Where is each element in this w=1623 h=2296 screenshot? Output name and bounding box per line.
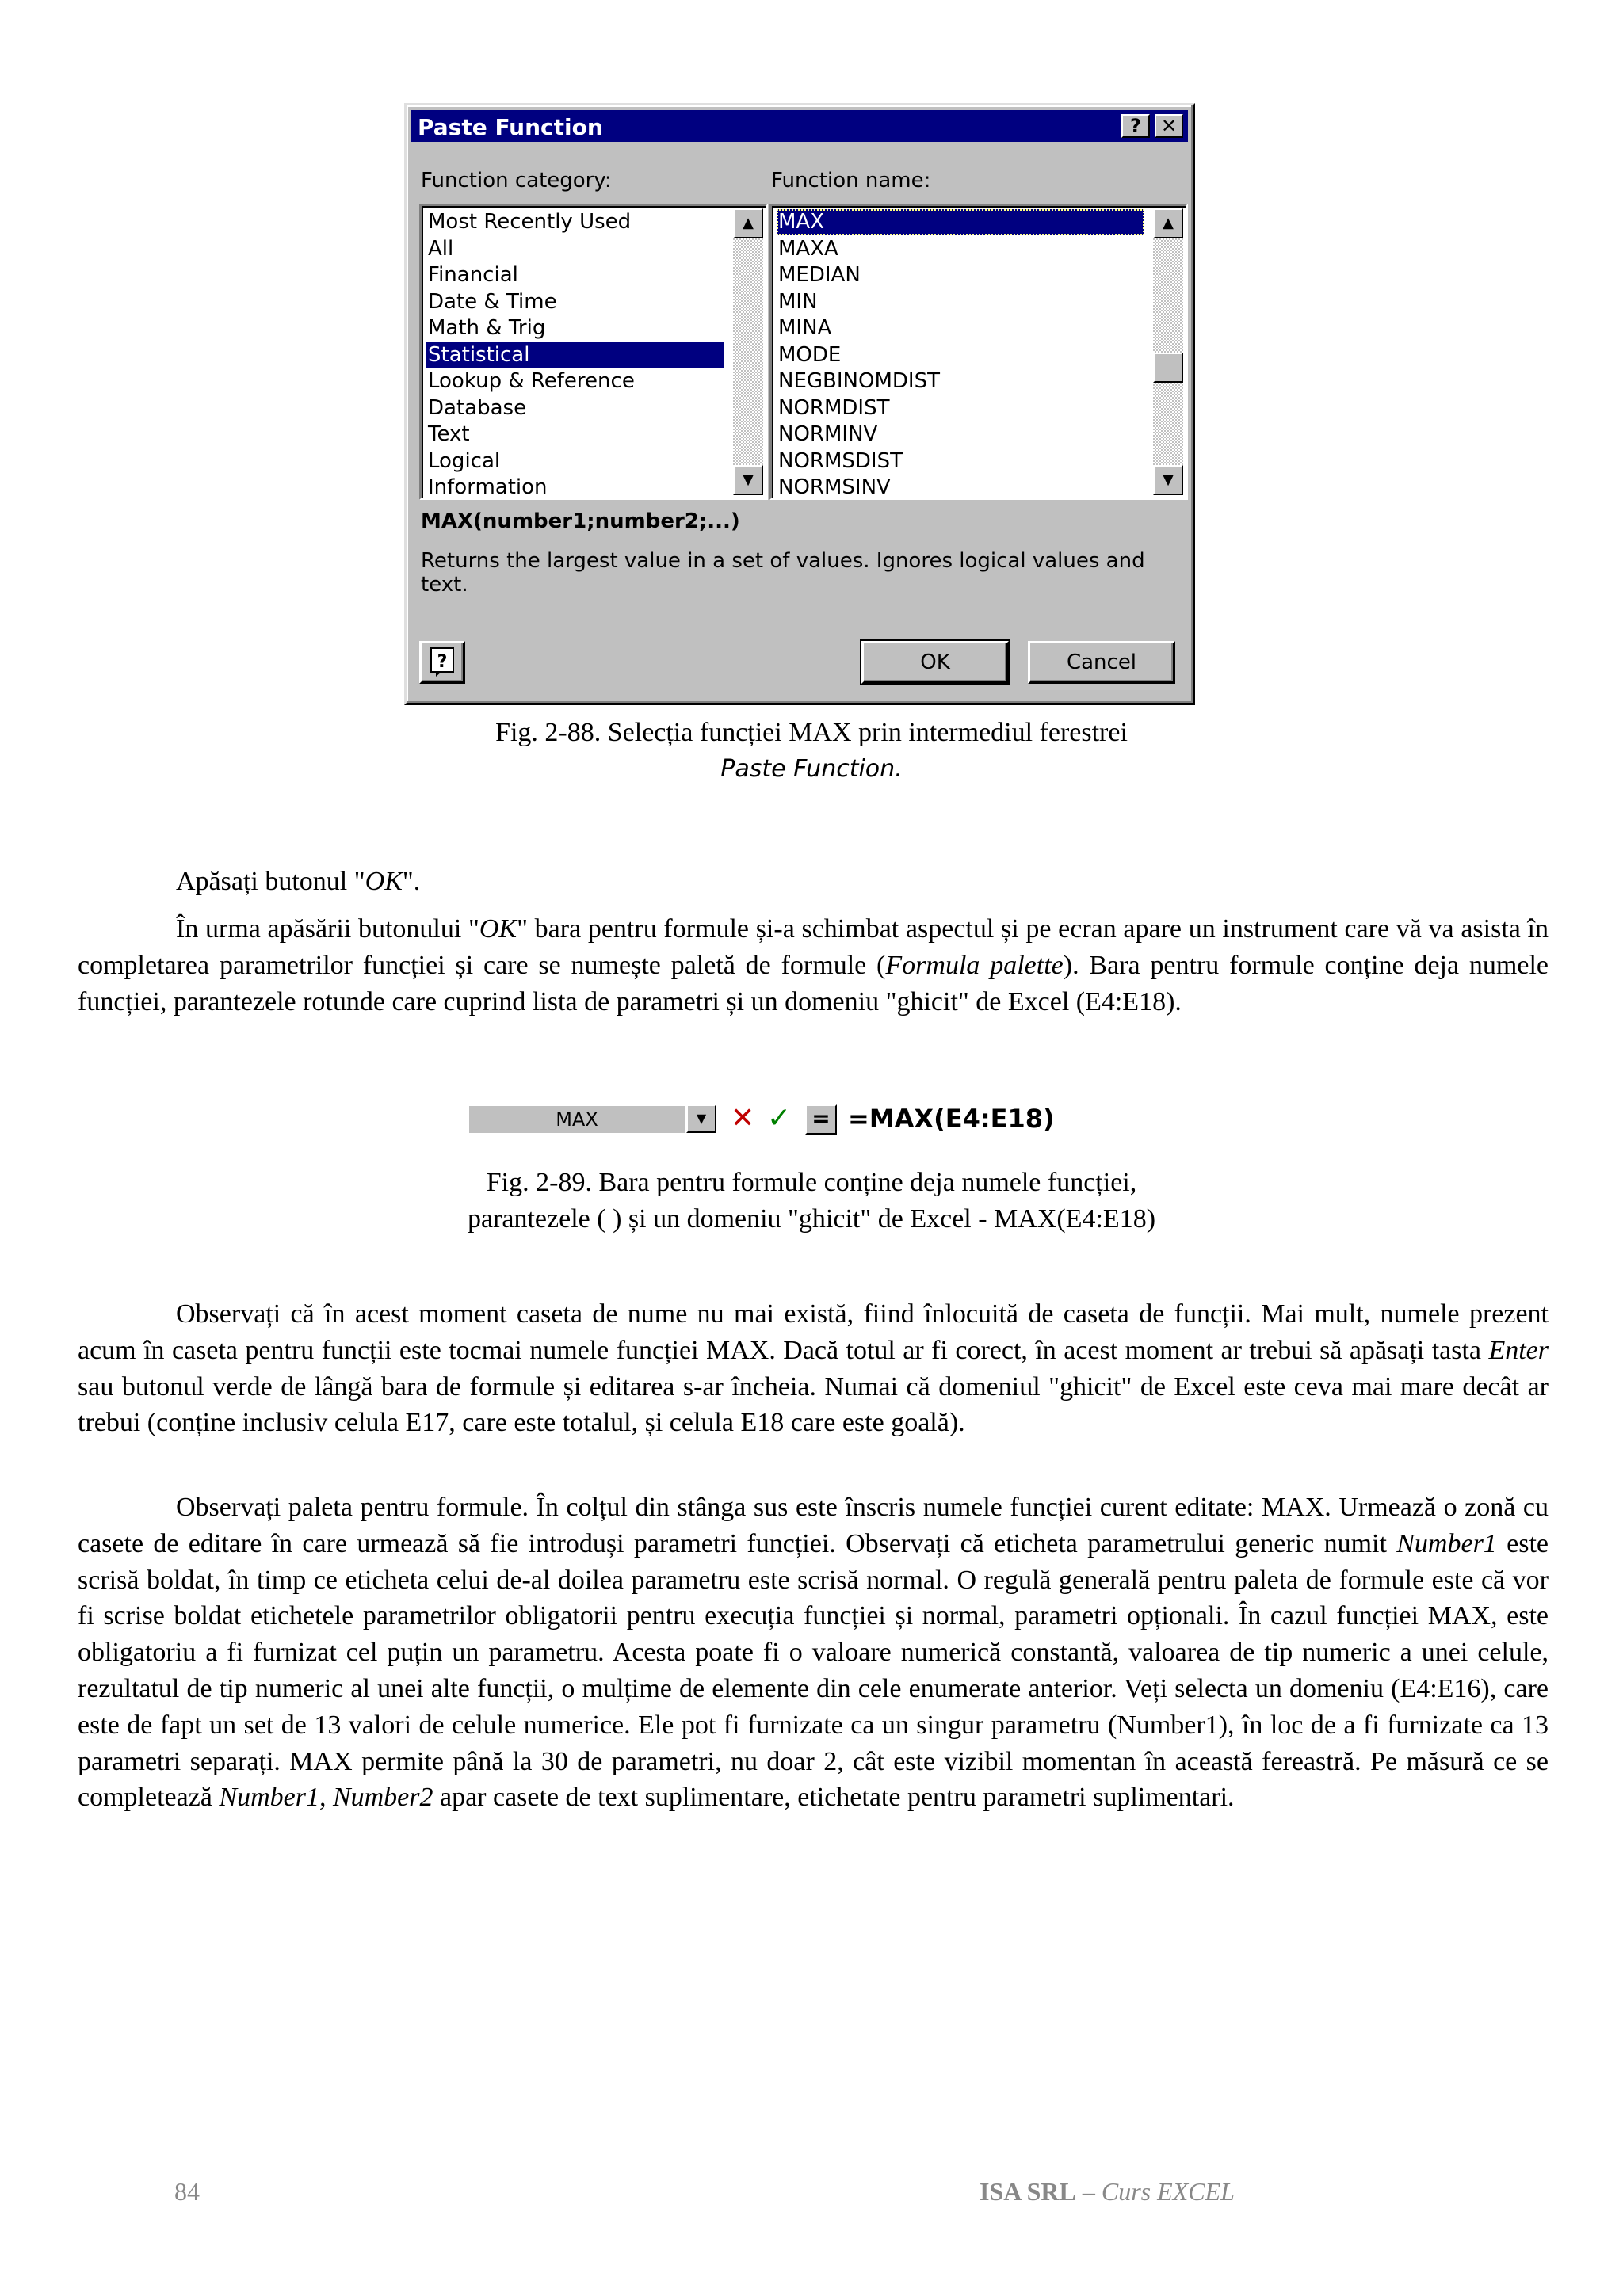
function-list-item[interactable]: MINA (778, 316, 832, 340)
text-italic: Enter (1488, 1335, 1549, 1365)
function-list-item[interactable]: MEDIAN (778, 263, 861, 287)
category-list-item[interactable]: Lookup & Reference (428, 369, 635, 393)
figure-caption-2-line-1: Fig. 2-89. Bara pentru formule conține deja numele funcției, (486, 1168, 1137, 1197)
function-list-item[interactable]: NORMSDIST (778, 448, 903, 473)
chevron-down-icon[interactable]: ▼ (686, 1104, 716, 1133)
footer-title (980, 2177, 1235, 2206)
footer-company: ISA SRL (980, 2177, 1076, 2206)
category-listbox[interactable] (419, 204, 768, 500)
text: Apăsați butonul " (176, 867, 365, 896)
scroll-up-icon[interactable]: ▲ (733, 208, 763, 238)
paragraph-4 (78, 1489, 1549, 1816)
category-list-item[interactable]: Text (428, 422, 470, 446)
text: apar casete de text suplimentare, etichetate pentru parametri suplimentari. (433, 1783, 1235, 1813)
paragraph-1 (78, 864, 1549, 900)
function-description: Returns the largest value in a set of values. Ignores logical values and text. (421, 549, 1145, 597)
footer-separator: – (1075, 2177, 1102, 2206)
category-list-item[interactable]: Math & Trig (428, 316, 546, 340)
text: sau butonul verde de lângă bara de formule și editarea s-ar încheia. Numai că domeniul "ghicit" de Excel este ceva mai mare decât ar trebui (conține inclusiv celula E17, care este totalul, și celula E18 care este goală). (78, 1371, 1549, 1438)
function-name-label: Function name: (771, 169, 931, 193)
ok-button[interactable]: OK (861, 641, 1009, 684)
help-assistant-button[interactable] (419, 641, 465, 684)
help-assistant-icon (429, 646, 456, 677)
paragraph-2 (78, 911, 1549, 1020)
paste-function-dialog (404, 103, 1195, 705)
text-italic: Formula palette (885, 950, 1064, 980)
text-italic: Number1, Number2 (219, 1783, 433, 1813)
category-list-item[interactable]: All (428, 236, 454, 261)
enter-icon[interactable]: ✓ (767, 1102, 792, 1135)
help-button[interactable]: ? (1121, 114, 1150, 138)
footer-course: Curs EXCEL (1101, 2177, 1235, 2206)
function-list-item[interactable]: NORMINV (778, 422, 878, 446)
scroll-down-icon[interactable]: ▼ (1153, 465, 1183, 495)
formula-text[interactable]: =MAX(E4:E18) (848, 1104, 1055, 1134)
function-list-item[interactable]: MODE (778, 342, 842, 367)
category-list-item[interactable]: Most Recently Used (428, 210, 632, 234)
text: ". (402, 867, 421, 896)
scroll-thumb[interactable] (1153, 353, 1183, 383)
function-syntax: MAX(number1;number2;...) (421, 509, 740, 533)
function-list-item[interactable]: NORMDIST (778, 395, 890, 420)
text: Observați că în acest moment caseta de nume nu mai există, fiind înlocuită de caseta de funcții. Mai mult, numele prezent acum în caseta pentru funcții este tocmai numele funcției MAX. Dacă totul ar fi corect, în acest moment ar trebui să apăsați tasta (78, 1299, 1549, 1365)
scroll-up-icon[interactable]: ▲ (1153, 208, 1183, 238)
scroll-down-icon[interactable]: ▼ (733, 465, 763, 495)
category-list-item[interactable]: Logical (428, 448, 501, 473)
dialog-title: Paste Function (418, 114, 603, 140)
text: Observați paleta pentru formule. În colțul din stânga sus este înscris numele funcției curent editate: MAX. Urmează o zonă cu casete de editare în care urmează să fie introduși parametri funcției. Observați că eticheta parametrului generic numit (78, 1493, 1549, 1558)
cancel-icon[interactable]: ✕ (731, 1102, 755, 1135)
close-button[interactable]: ✕ (1155, 114, 1183, 138)
function-list-item[interactable]: MAX (777, 209, 1144, 235)
category-list-item[interactable]: Financial (428, 263, 518, 287)
category-label: Function category: (421, 169, 612, 193)
svg-text:?: ? (437, 652, 448, 672)
figure-caption-1: Fig. 2-88. Selecția funcției MAX prin intermediul ferestrei (495, 718, 1128, 747)
function-scrollbar[interactable] (1153, 208, 1183, 495)
text-italic: OK (365, 867, 403, 896)
edit-formula-button[interactable]: = (805, 1104, 837, 1135)
formula-bar (469, 1102, 1055, 1136)
cancel-button[interactable]: Cancel (1028, 641, 1175, 684)
page-number: 84 (174, 2177, 200, 2206)
function-listbox[interactable] (769, 204, 1188, 500)
function-list-item[interactable]: MIN (778, 289, 818, 314)
category-list-item[interactable]: Database (428, 395, 527, 420)
category-list-item[interactable]: Information (428, 475, 548, 499)
category-list-item[interactable]: Date & Time (428, 289, 557, 314)
text-italic: Number1 (1396, 1528, 1497, 1558)
category-list-item[interactable]: Statistical (426, 342, 724, 368)
text-italic: OK (479, 914, 517, 944)
dialog-titlebar (411, 110, 1188, 142)
category-scrollbar[interactable] (733, 208, 763, 495)
text: " bara pentru formule și-a schimbat aspectul și pe ecran apare un instrument care vă va asista în completarea parametrilor funcției și care se numește paletă de formule ( (78, 914, 1549, 980)
paragraph-3 (78, 1296, 1549, 1441)
figure-caption-1-title: Paste Function. (720, 755, 903, 783)
function-list-item[interactable]: NEGBINOMDIST (778, 369, 940, 393)
text: În urma apăsării butonului " (176, 914, 479, 944)
function-box[interactable]: MAX (469, 1106, 685, 1133)
figure-caption-2-line-2: parantezele ( ) și un domeniu "ghicit" de Excel - MAX(E4:E18) (467, 1204, 1156, 1234)
function-list-item[interactable]: MAXA (778, 236, 838, 261)
function-list-item[interactable]: NORMSINV (778, 475, 891, 499)
text: ). Bara pentru formule conține deja numele funcției, parantezele rotunde care cuprind lista de parametri și un domeniu "ghicit" de Excel (E4:E18). (78, 950, 1549, 1016)
text: este scrisă boldat, în timp ce eticheta celui de-al doilea parametru este scrisă normal. O regulă generală pentru paleta de formule este că vor fi scrise boldat etichetele parametrilor obligatorii pentru execuția funcției și normal, parametri opționali. În cazul funcției MAX, este obligatoriu a fi furnizat cel puțin un parametru. Acesta poate fi o valoare numerică constantă, valoarea de tip numeric a unei celule, rezultatul de tip numeric al unei alte funcții, o mulțime de elemente din cele enumerate anterior. Veți selecta un domeniu (E4:E16), care este de fapt un set de 13 valori de celule numerice. Ele pot fi furnizate ca un singur parametru (Number1), în loc de a fi furnizate ca 13 parametri separați. MAX permite până la 30 de parametri, nu doar 2, cât este vizibil momentan în această fereastră. Pe măsură ce se completează (78, 1528, 1549, 1813)
